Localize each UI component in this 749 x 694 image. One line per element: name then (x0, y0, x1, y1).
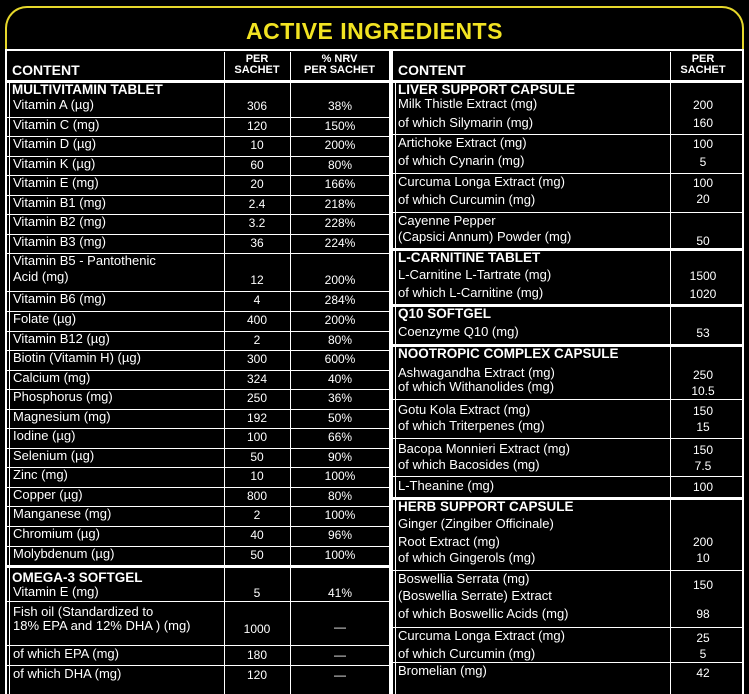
section-divider (7, 565, 389, 568)
section-heading-omega: OMEGA-3 SOFTGEL (12, 570, 143, 586)
ingredient-name: Vitamin A (µg) (13, 97, 94, 112)
per-sachet-value: 20 (696, 192, 710, 206)
nrv-value: 200% (324, 312, 356, 327)
nrv-value: 200% (324, 138, 356, 153)
per-sachet-value: 100 (692, 480, 714, 494)
ingredient-name: Vitamin C (mg) (13, 116, 100, 132)
per-sachet-value: 50 (250, 547, 264, 562)
ingredient-name: Molybdenum (µg) (13, 545, 115, 561)
per-sachet-line-2: SACHET (680, 64, 726, 76)
per-sachet-value: 10 (696, 551, 710, 565)
ingredient-name: of which Curcumin (mg) (398, 192, 536, 207)
per-sachet-value: 5 (699, 155, 707, 169)
per-sachet-line-2: SACHET (234, 64, 280, 76)
nrv-value: 50% (327, 410, 353, 425)
per-sachet-value: 200 (692, 98, 714, 112)
ingredient-name: Artichoke Extract (mg) (398, 135, 527, 150)
per-sachet-value: 250 (692, 368, 714, 382)
column-divider (389, 49, 393, 694)
nrv-column-line (290, 52, 291, 565)
nrv-value: 96% (327, 528, 353, 542)
per-sachet-value: 1020 (689, 287, 717, 301)
per-sachet-value: 3.2 (248, 216, 266, 231)
row-divider (393, 399, 742, 400)
per-sachet-value: 10 (250, 138, 264, 153)
row-divider (393, 438, 742, 439)
per-sachet-value: 324 (246, 371, 268, 386)
ingredient-name: Vitamin K (µg) (13, 155, 96, 171)
nrv-value: 200% (324, 273, 356, 288)
per-sachet-value: 800 (246, 488, 268, 503)
ingredient-name: Magnesium (mg) (13, 408, 111, 424)
ingredient-name: Vitamin B6 (mg) (13, 291, 106, 307)
nrv-value: 80% (327, 332, 353, 347)
section-heading-carnitine: L-CARNITINE TABLET (398, 250, 541, 265)
ingredient-name: Cayenne Pepper (398, 213, 496, 228)
ingredient-name: Vitamin E (mg) (13, 175, 99, 191)
per-sachet-value: 180 (246, 648, 268, 663)
ingredient-name: Acid (mg) (13, 269, 69, 285)
nrv-value: 40% (327, 371, 353, 386)
per-sachet-value: 10 (250, 469, 264, 484)
ingredient-name: Vitamin E (mg) (13, 584, 99, 600)
per-sachet-value: 192 (246, 410, 268, 425)
per-sachet-value: 4 (253, 293, 261, 308)
per-sachet-value: 42 (696, 666, 710, 680)
ingredient-name: of which EPA (mg) (13, 646, 119, 662)
section-heading-q10: Q10 SOFTGEL (398, 306, 492, 321)
per-sachet-value: 36 (250, 235, 264, 250)
ingredient-name: of which Triterpenes (mg) (398, 418, 545, 433)
nrv-column-line (290, 568, 291, 694)
ingredient-name: L-Theanine (mg) (398, 478, 495, 493)
per-sachet-value: 5 (253, 586, 261, 601)
left-inner-border (9, 80, 10, 565)
nrv-value: — (334, 648, 346, 663)
per-sachet-value: 120 (246, 118, 268, 133)
ingredient-name: Calcium (mg) (13, 369, 91, 385)
per-sachet-value: 50 (696, 234, 710, 248)
nrv-value: 66% (327, 430, 353, 445)
nrv-value: — (334, 667, 346, 682)
nrv-value: 100% (324, 469, 356, 484)
nrv-value: 80% (327, 488, 353, 503)
section-heading-nootropic: NOOTROPIC COMPLEX CAPSULE (398, 346, 619, 361)
nrv-value: 80% (327, 157, 353, 172)
per-sachet-column-line (670, 52, 671, 694)
ingredient-name: Bacopa Monnieri Extract (mg) (398, 441, 570, 456)
ingredient-name: Vitamin B3 (mg) (13, 233, 106, 249)
ingredient-name: of which Cynarin (mg) (398, 153, 525, 168)
per-sachet-value: 250 (246, 391, 268, 406)
per-sachet-value: 20 (250, 177, 264, 192)
per-sachet-value: 2 (253, 508, 261, 523)
per-sachet-value: 53 (696, 326, 710, 340)
ingredient-name: Zinc (mg) (13, 467, 68, 483)
per-sachet-value: 5 (699, 647, 707, 661)
ingredient-name: Vitamin D (µg) (13, 136, 97, 152)
ingredient-name: Curcuma Longa Extract (mg) (398, 174, 565, 189)
ingredient-name: Coenzyme Q10 (mg) (398, 324, 519, 339)
per-sachet-value: 2 (253, 332, 261, 347)
per-sachet-value: 150 (692, 404, 714, 418)
ingredient-name: Phosphorus (mg) (13, 389, 113, 405)
ingredient-name: Root Extract (mg) (398, 534, 500, 549)
ingredient-name: of which Boswellic Acids (mg) (398, 606, 569, 621)
row-divider (7, 601, 389, 602)
per-sachet-value: 100 (692, 176, 714, 190)
nrv-value: 90% (327, 449, 353, 464)
nrv-value: 36% (327, 391, 353, 406)
per-sachet-value: 150 (692, 443, 714, 457)
per-sachet-value: 12 (250, 273, 264, 288)
ingredient-name: Vitamin B1 (mg) (13, 194, 106, 210)
per-sachet-value: 60 (250, 157, 264, 172)
nrv-line-2: PER SACHET (304, 64, 375, 76)
ingredient-name: Iodine (µg) (13, 428, 76, 444)
nrv-value: 284% (324, 293, 356, 308)
per-sachet-column-line (224, 52, 225, 565)
per-sachet-value: 15 (696, 420, 710, 434)
ingredient-name: Manganese (mg) (13, 506, 112, 522)
ingredient-name: Biotin (Vitamin H) (µg) (13, 350, 141, 366)
per-sachet-line-1: PER (245, 53, 269, 65)
per-sachet-line-1: PER (691, 53, 715, 65)
ingredient-name: Milk Thistle Extract (mg) (398, 96, 538, 111)
row-divider (393, 476, 742, 477)
nrv-value: 100% (324, 547, 356, 562)
per-sachet-value: 25 (696, 631, 710, 645)
ingredient-name: of which Withanolides (mg) (398, 379, 555, 394)
nrv-value: 224% (324, 235, 356, 250)
per-sachet-value: 150 (692, 578, 714, 592)
nrv-value: 41% (327, 586, 353, 601)
per-sachet-value: 1000 (243, 622, 271, 637)
per-sachet-value: 100 (246, 430, 268, 445)
left-inner-border (9, 568, 10, 694)
nrv-value: 228% (324, 216, 356, 231)
ingredient-name: 18% EPA and 12% DHA ) (mg) (13, 618, 191, 634)
ingredient-name: Copper (µg) (13, 486, 83, 502)
nrv-value: 100% (324, 508, 356, 523)
ingredient-name: of which Curcumin (mg) (398, 646, 536, 661)
ingredient-name: Gotu Kola Extract (mg) (398, 402, 531, 417)
nrv-value: 150% (324, 118, 356, 133)
per-sachet-value: 2.4 (248, 196, 266, 211)
section-heading-multivitamin: MULTIVITAMIN TABLET (12, 82, 163, 97)
page-title: ACTIVE INGREDIENTS (246, 18, 503, 44)
right-per-sachet-header (670, 54, 736, 76)
ingredient-name: of which L-Carnitine (mg) (398, 285, 544, 300)
per-sachet-value: 98 (696, 607, 710, 621)
per-sachet-value: 306 (246, 99, 268, 113)
ingredient-name: Folate (µg) (13, 310, 77, 326)
per-sachet-value: 1500 (689, 269, 717, 283)
ingredient-name: Selenium (µg) (13, 447, 95, 463)
per-sachet-column-line (224, 568, 225, 694)
section-heading-herb: HERB SUPPORT CAPSULE (398, 499, 574, 514)
ingredient-name: Bromelian (mg) (398, 663, 487, 678)
ingredient-name: Vitamin B5 - Pantothenic (13, 253, 156, 269)
left-nrv-header (290, 54, 389, 76)
ingredient-name: Fish oil (Standardized to (13, 604, 154, 620)
nrv-value: 600% (324, 352, 356, 367)
ingredient-name: of which Bacosides (mg) (398, 457, 540, 472)
nrv-value: 166% (324, 177, 356, 192)
per-sachet-value: 7.5 (694, 459, 712, 473)
nrv-line-1: % NRV (321, 53, 358, 65)
left-per-sachet-header (224, 54, 290, 76)
per-sachet-value: 40 (250, 528, 264, 542)
per-sachet-value: 200 (692, 535, 714, 549)
ingredient-name: (Capsici Annum) Powder (mg) (398, 229, 572, 244)
left-content-header: CONTENT (12, 62, 80, 78)
per-sachet-value: 120 (246, 667, 268, 682)
ingredient-name: of which Gingerols (mg) (398, 550, 536, 565)
per-sachet-value: 10.5 (691, 384, 715, 398)
per-sachet-value: 100 (692, 137, 714, 151)
ingredient-name: Vitamin B2 (mg) (13, 214, 106, 230)
per-sachet-value: 160 (692, 116, 714, 130)
ingredient-name: of which Silymarin (mg) (398, 115, 534, 130)
section-heading-liver: LIVER SUPPORT CAPSULE (398, 82, 576, 97)
ingredient-name: Boswellia Serrata (mg) (398, 571, 530, 586)
ingredient-name: Vitamin B12 (µg) (13, 330, 110, 346)
nrv-value: — (334, 620, 346, 635)
ingredient-name: of which DHA (mg) (13, 665, 122, 681)
per-sachet-value: 400 (246, 312, 268, 327)
right-content-header: CONTENT (398, 62, 466, 78)
ingredient-name: Chromium (µg) (13, 526, 100, 541)
ingredient-name: (Boswellia Serrate) Extract (398, 588, 552, 603)
ingredient-name: Curcuma Longa Extract (mg) (398, 628, 565, 643)
per-sachet-value: 50 (250, 449, 264, 464)
ingredient-name: Ashwagandha Extract (mg) (398, 365, 555, 380)
nrv-value: 38% (327, 99, 353, 113)
per-sachet-value: 300 (246, 352, 268, 367)
ingredient-name: Ginger (Zingiber Officinale) (398, 516, 554, 531)
nrv-value: 218% (324, 196, 356, 211)
ingredient-name: L-Carnitine L-Tartrate (mg) (398, 267, 552, 282)
